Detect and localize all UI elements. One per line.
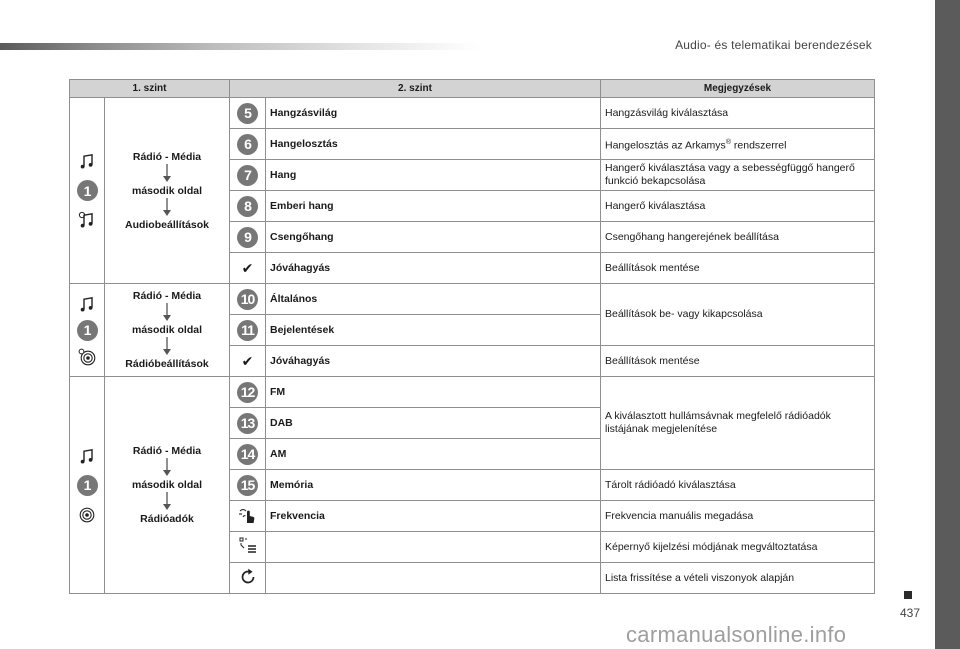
marker-cell [230,160,266,191]
group3-level1-cell [105,377,230,594]
chain-step: Rádió - Média [132,150,202,163]
step-badge: 14 [237,444,258,465]
step-badge: 8 [237,196,258,217]
checkmark-icon: ✔ [241,259,254,276]
step-badge: 5 [237,103,258,124]
step-badge: 1 [77,475,98,496]
arrow-down-icon [161,337,173,357]
refresh-icon [238,567,258,587]
chain-step: Audiobeállítások [124,218,209,231]
marker-cell [230,408,266,439]
header-level1: 1. szint [70,80,230,98]
marker-cell [230,315,266,346]
note-cell: Beállítások be- vagy kikapcsolása [601,284,875,346]
level2-label: Csengőhang [266,222,601,253]
chain-step: Rádió - Média [132,290,202,302]
radio-settings-icon [78,348,96,366]
step-badge: 12 [237,382,258,403]
level2-label: DAB [266,408,601,439]
note-cell: Hangzásvilág kiválasztása [601,98,875,129]
marker-cell [230,98,266,129]
step-badge: 11 [237,320,258,341]
music-note-icon [78,152,96,170]
step-badge: 1 [77,180,98,201]
note-text: rendszerrel [730,139,787,152]
group3-icon-cell [70,377,105,594]
level2-label: Emberi hang [266,191,601,222]
header-notes: Megjegyzések [601,80,875,98]
chain-step: Rádió - Média [132,445,202,457]
marker-cell [230,191,266,222]
level2-label: Frekvencia [266,501,601,532]
chain-step: Rádióadók [140,513,194,525]
page-header-title: Audio- és telematikai berendezések [675,38,872,52]
step-badge: 7 [237,165,258,186]
radio-icon [78,506,96,524]
note-text: Hangelosztás az Arkamys [605,139,726,152]
chain-step: Rádióbeállítások [125,358,209,370]
group1-icon-cell [70,98,105,284]
registered-mark: ® [725,138,731,146]
page-number: 437 [900,606,921,620]
table-row [70,284,875,315]
note-cell [601,129,875,160]
group2-level1-cell [105,284,230,377]
marker-cell [230,532,266,563]
note-cell: Beállítások mentése [601,253,875,284]
note-cell: Beállítások mentése [601,346,875,377]
note-cell: A kiválasztott hullámsávnak megfelelő rádióadók listájának megjelenítése [601,377,875,470]
checkmark-icon: ✔ [241,352,254,369]
level2-label [266,532,601,563]
marker-cell [230,253,266,284]
arrow-down-icon [161,303,173,323]
group1-level1-cell [105,98,230,284]
table-row [70,377,875,408]
step-badge: 9 [237,227,258,248]
step-badge: 13 [237,413,258,434]
header-gradient-bar [0,43,480,50]
level2-label: Általános [266,284,601,315]
level2-label: AM [266,439,601,470]
marker-cell [230,377,266,408]
marker-cell [230,563,266,594]
music-note-icon [78,295,96,313]
marker-cell [230,470,266,501]
level2-label: FM [266,377,601,408]
marker-cell [230,501,266,532]
level2-label: Jóváhagyás [266,346,601,377]
chain-step: második oldal [131,184,203,197]
watermark: carmanualsonline.info [626,622,847,647]
step-badge: 1 [77,320,98,341]
settings-table [69,79,875,594]
level2-label: Hang [266,160,601,191]
table-row [70,98,875,129]
arrow-down-icon [161,198,173,218]
level2-label: Hangzásvilág [266,98,601,129]
music-note-icon [78,447,96,465]
group2-icon-cell [70,284,105,377]
step-badge: 6 [237,134,258,155]
arrow-down-icon [161,492,173,512]
marker-cell [230,439,266,470]
chapter-side-tab [935,0,960,649]
note-cell: Csengőhang hangerejének beállítása [601,222,875,253]
continuation-mark [904,591,912,599]
marker-cell [230,129,266,160]
display-mode-icon [238,536,258,556]
arrow-down-icon [161,164,173,184]
marker-cell [230,346,266,377]
note-cell: Hangerő kiválasztása [601,191,875,222]
note-cell: Lista frissítése a vételi viszonyok alapján [601,563,875,594]
note-cell: Frekvencia manuális megadása [601,501,875,532]
music-settings-icon [78,211,96,229]
level2-label: Jóváhagyás [266,253,601,284]
marker-cell [230,284,266,315]
level2-label [266,563,601,594]
table-header-row [70,80,875,98]
step-badge: 15 [237,475,258,496]
chain-step: második oldal [131,324,203,336]
header-level2: 2. szint [230,80,601,98]
touch-frequency-icon [238,505,258,525]
chain-step: második oldal [131,479,203,491]
level2-label: Hangelosztás [266,129,601,160]
step-badge: 10 [237,289,258,310]
note-cell: Képernyő kijelzési módjának megváltoztatása [601,532,875,563]
level2-label: Bejelentések [266,315,601,346]
note-cell: Tárolt rádióadó kiválasztása [601,470,875,501]
note-cell: Hangerő kiválasztása vagy a sebességfüggő hangerő funkció bekapcsolása [601,160,875,191]
arrow-down-icon [161,458,173,478]
marker-cell [230,222,266,253]
level2-label: Memória [266,470,601,501]
